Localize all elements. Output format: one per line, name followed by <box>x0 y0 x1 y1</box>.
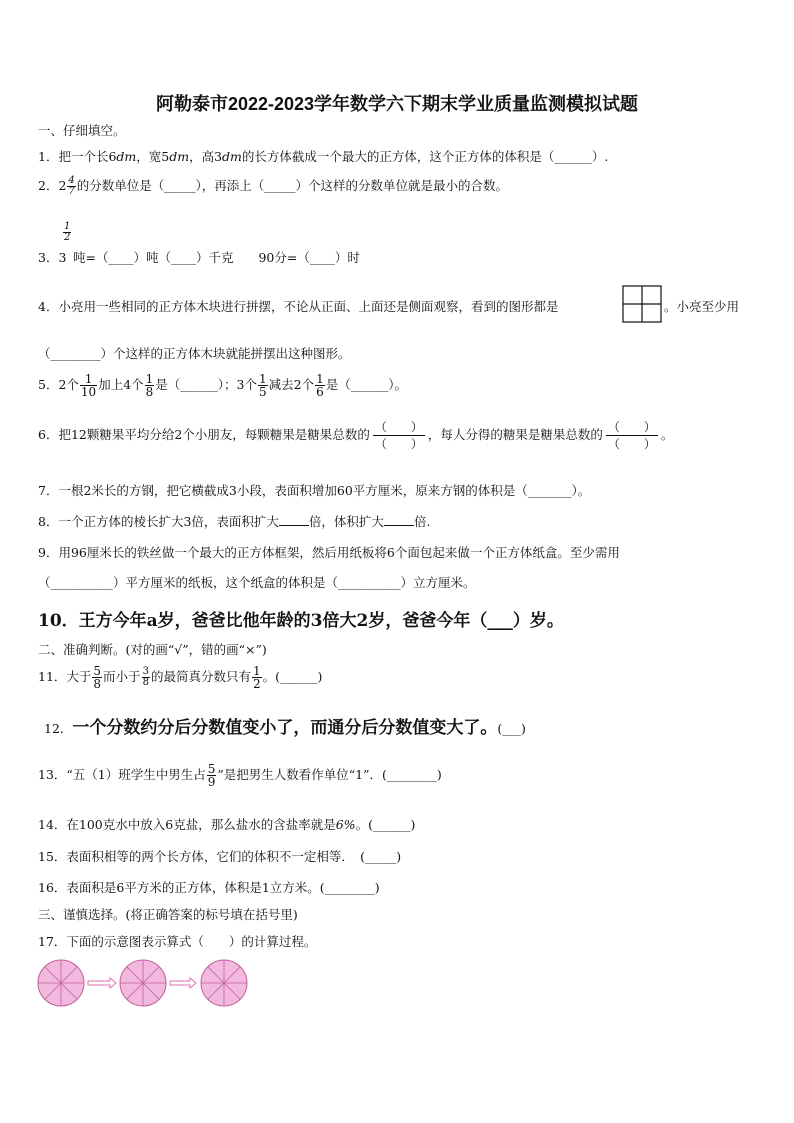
question-4-tail: 。小亮至少用 <box>664 299 740 314</box>
section-1-heading: 一、仔细填空。 <box>38 123 126 138</box>
question-10: 10．王方今年a岁，爸爸比他年龄的3倍大2岁，爸爸今年（___）岁。 <box>38 611 564 631</box>
answer-fraction-blank: （ ） （ ） <box>607 420 656 451</box>
question-7: 7．一根2米长的方钢，把它横截成3小段，表面积增加60平方厘米，原来方钢的体积是（_______）。 <box>38 483 591 498</box>
page-title: 阿勒泰市2022-2023学年数学六下期末学业质量监测模拟试题 <box>155 94 639 114</box>
question-17: 17．下面的示意图表示算式（ ）的计算过程。 <box>38 934 317 949</box>
question-6: 6．把12颗糖果平均分给2个小朋友，每颗糖果是糖果总数的 （ ） （ ） ，每人分得的糖果是糖果总数的 （ ） （ ） 。 <box>38 420 674 451</box>
question-4: 4．小亮用一些相同的正方体木块进行拼摆，不论从正面、上面还是侧面观察，看到的图形都是 <box>38 299 559 314</box>
question-13: 13．“五（1）班学生中男生占 $\frac{5}{9}$ ”是把男生人数看作单位“1”．(________) <box>38 762 442 789</box>
question-8: 8．一个正方体的棱长扩大3倍，表面积扩大 倍，体积扩大 倍. <box>38 514 431 529</box>
question-1: 1．把一个长6dm，宽5dm，高3dm的长方体截成一个最大的正方体，这个正方体的体积是（______）. <box>38 149 609 164</box>
answer-fraction-blank: （ ） （ ） <box>374 420 423 451</box>
question-3-rest: 吨=（____）吨（____）千克 90分=（____）时 <box>73 250 360 265</box>
question-16: 16．表面积是6平方米的正方体，体积是1立方米。(________) <box>38 880 380 895</box>
question-9: 9．用96厘米长的铁丝做一个最大的正方体框架，然后用纸板将6个面包起来做一个正方体纸盒。至少需用 <box>38 545 620 560</box>
question-3-fraction: $\frac{1}{2}$ <box>64 221 71 243</box>
question-3: 3．3 <box>38 250 67 265</box>
question-15: 15．表面积相等的两个长方体，它们的体积不一定相等． (_____) <box>38 849 402 864</box>
fraction-circles-figure <box>36 955 256 1011</box>
question-11: 11．大于 $\frac{5}{8}$ 而小于 $\frac{3}{8}$ 的最简真分数只有 $\frac{1}{2}$ 。(______) <box>38 664 323 691</box>
question-12: 12．一个分数约分后分数值变小了，而通分后分数值变大了。(___) <box>44 718 526 738</box>
question-4-line2: （________）个这样的正方体木块就能拼摆出这种图形。 <box>38 346 351 361</box>
section-2-heading: 二、准确判断。(对的画“√”，错的画“×”) <box>38 642 267 657</box>
section-3-heading: 三、谨慎选择。(将正确答案的标号填在括号里) <box>38 907 298 922</box>
fraction: $\frac{4}{7}$ <box>68 175 75 197</box>
question-14: 14．在100克水中放入6克盐，那么盐水的含盐率就是6%。(______) <box>38 817 416 832</box>
question-5: 5．2个 $\frac{1}{10}$ 加上4个 $\frac{1}{8}$ 是（______）；3个 $\frac{1}{5}$ 减去2个 $\frac{1}{6}$ 是（______）。 <box>38 372 407 399</box>
arrow-right-icon <box>88 978 116 988</box>
square-grid-figure <box>622 285 662 323</box>
arrow-right-icon <box>170 978 196 988</box>
question-2: 2．2 $\frac{4}{7}$ 的分数单位是（_____），再添上（_____）个这样的分数单位就是最小的合数。 <box>38 175 509 197</box>
question-9-line2: （__________）平方厘米的纸板，这个纸盒的体积是（__________）立方厘米。 <box>38 575 476 590</box>
